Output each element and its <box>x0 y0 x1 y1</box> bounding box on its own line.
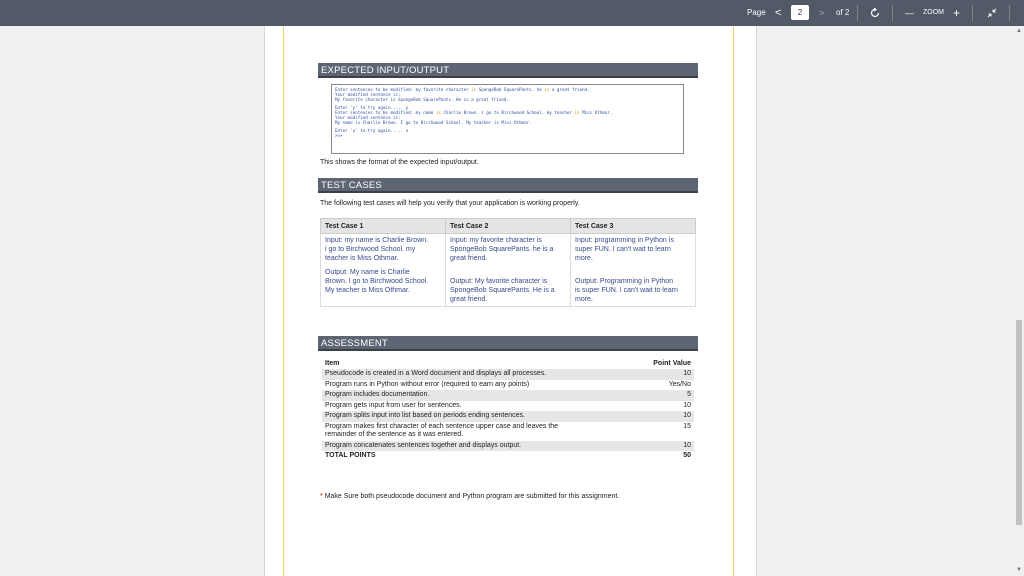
footnote-text: Make Sure both pseudocode document and Python program are submitted for this assignment. <box>324 493 620 500</box>
section-header-test-cases: TEST CASES <box>318 178 698 193</box>
table-row: Program gets input from user for sentences. 10 <box>325 401 691 409</box>
test-cases-table <box>320 218 696 307</box>
scroll-down-arrow[interactable]: ▼ <box>1016 567 1022 573</box>
section-header-assessment: ASSESSMENT <box>318 336 698 351</box>
test-case-cell: Input: my favorite character is SpongeBob SquarePants. he is a great friend. Output: My favorite character is SpongeBob SquarePants. He is a great friend. <box>446 234 571 307</box>
previous-page-button[interactable]: < <box>775 7 782 19</box>
console-line: My favorite character is SpongeBob SquarePants. He is a great friend. <box>335 97 509 102</box>
console-line: My name is Charlie Brown. I go to Birchwood School. My teacher is Miss Othmar. <box>335 120 532 125</box>
table-row: Program includes documentation. 5 <box>322 390 694 401</box>
footnote-star: * <box>320 493 323 500</box>
assessment-table <box>322 355 694 462</box>
table-row: Program concatenates sentences together and displays output. 10 <box>322 441 694 452</box>
page-label: Page <box>747 8 766 17</box>
total-row: TOTAL POINTS 50 <box>325 452 691 459</box>
page-margin-guide <box>283 26 284 576</box>
console-line: Enter 'y' to try again..... y <box>335 105 409 110</box>
rotate-icon <box>870 8 880 18</box>
test-case-header: Test Case 3 <box>571 219 696 234</box>
collapse-icon <box>987 8 997 18</box>
next-page-button[interactable]: > <box>819 8 825 18</box>
zoom-in-button[interactable]: + <box>953 6 961 20</box>
section-header-expected: EXPECTED INPUT/OUTPUT <box>318 63 698 78</box>
table-row: Program makes first character of each sentence upper case and leaves the remainder of the sentence as it was entered. 15 <box>325 422 691 438</box>
console-line: Enter sentences to be modified: my favorite character is SpongeBob SquarePants. he is a great friend. <box>335 87 590 92</box>
test-case-cell: Input: my name is Charlie Brown. i go to Birchwood School. my teacher is Miss Othmar. Output: My name is Charlie Brown. I go to Birchwood School. My teacher is Miss Othmar. <box>321 234 446 307</box>
toolbar-divider <box>892 5 893 21</box>
scrollbar-thumb[interactable] <box>1016 320 1022 525</box>
test-case-header: Test Case 1 <box>321 219 446 234</box>
point-value-column-header: Point Value <box>653 359 691 367</box>
item-column-header: Item <box>325 359 340 367</box>
page-total: of 2 <box>836 8 850 17</box>
page-margin-guide <box>733 26 734 576</box>
scroll-up-arrow[interactable]: ▲ <box>1016 28 1022 34</box>
footnote <box>320 493 619 500</box>
rotate-button[interactable] <box>870 0 880 26</box>
viewer-toolbar <box>0 0 1024 26</box>
expected-caption: This shows the format of the expected input/output. <box>320 159 479 166</box>
table-row: Program splits input into list based on periods ending sentences. 10 <box>322 411 694 422</box>
console-line: Enter 'y' to try again..... n <box>335 128 409 133</box>
console-line: Your modified sentence is: <box>335 115 401 120</box>
test-intro: The following test cases will help you verify that your application is working properly. <box>320 200 580 207</box>
zoom-out-button[interactable]: — <box>905 8 914 18</box>
console-line: Enter sentences to be modified: my name is Charlie Brown. i go to Birchwood School. my teacher is Miss Othmar. <box>335 110 613 115</box>
page-number-input[interactable]: 2 <box>791 5 809 20</box>
exit-fullscreen-button[interactable] <box>987 0 997 26</box>
table-row: Pseudocode is created in a Word document and displays all processes. 10 <box>322 369 694 380</box>
console-output-sample <box>331 84 684 154</box>
toolbar-divider <box>972 5 973 21</box>
console-line: Your modified sentence is: <box>335 92 401 97</box>
toolbar-divider <box>1009 5 1010 21</box>
toolbar-divider <box>857 5 858 21</box>
console-line: >>> <box>335 133 343 138</box>
assessment-header-row <box>322 355 694 369</box>
zoom-label: ZOOM <box>923 9 944 16</box>
table-row: Program runs in Python without error (required to earn any points) Yes/No <box>325 380 691 388</box>
test-case-header: Test Case 2 <box>446 219 571 234</box>
test-case-cell: Input: programming in Python is super FUN. I can't wait to learn more. Output: Programming in Python is super FUN. I can't wait to learn more. <box>571 234 696 307</box>
